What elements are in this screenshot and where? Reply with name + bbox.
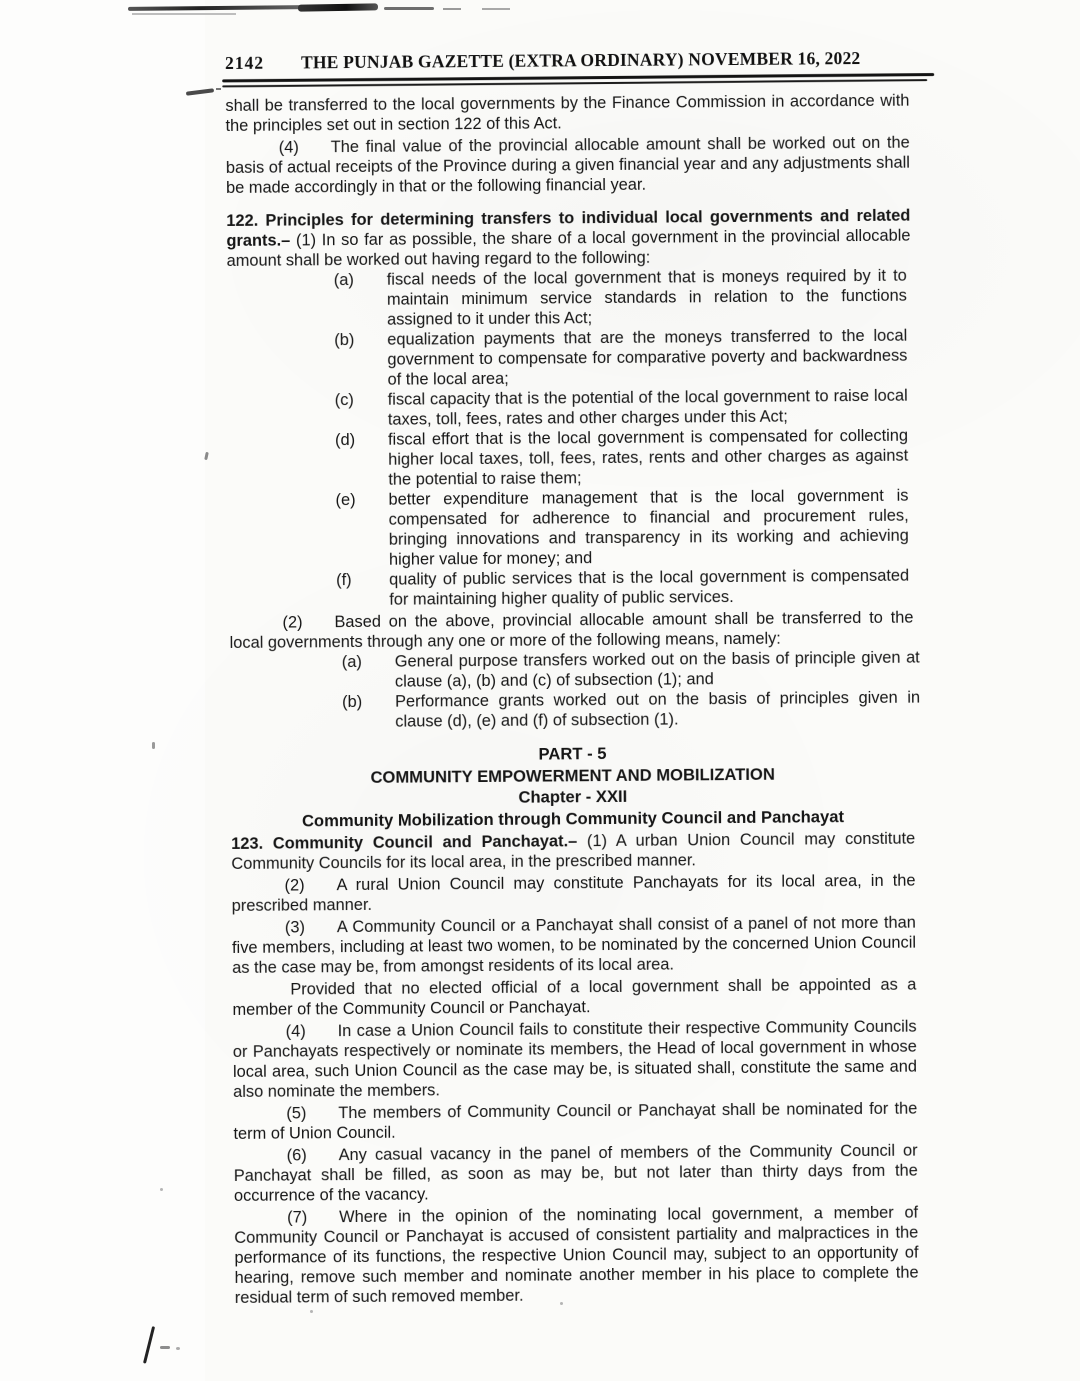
margin-speck-artifact	[160, 1188, 163, 1191]
paragraph-section-123	[231, 829, 915, 874]
paragraph-123-5	[233, 1099, 917, 1144]
part-title: COMMUNITY EMPOWERMENT AND MOBILIZATION	[370, 764, 775, 787]
subsection-text: A rural Union Council may constitute Panchayats for its local area, in the prescribed manner.	[231, 871, 916, 915]
subsection-text: A Community Council or a Panchayat shall consist of a panel of not more than five members, including at least two women, to be nominated by the concerned Union Council as the case may be, from amongst residents of its local area.	[231, 913, 917, 977]
scan-streak-artifact	[128, 5, 306, 11]
pen-mark	[143, 1326, 155, 1364]
clause-label: (c)	[334, 390, 354, 410]
margin-speck-artifact	[310, 1310, 313, 1313]
scan-streak-artifact	[298, 3, 378, 11]
paragraph-continuation: shall be transferred to the local governments by the Finance Commission in accordance with the principles set out in section 122 of this Act.	[225, 91, 910, 135]
part-heading: PART - 5	[538, 744, 607, 764]
subsection-label: (2)	[282, 613, 303, 632]
pen-mark	[176, 1347, 180, 1350]
clause-label: (b)	[334, 330, 355, 350]
clause-f	[336, 566, 909, 610]
scan-streak-artifact	[482, 8, 510, 10]
clause-a	[334, 266, 907, 330]
running-header	[225, 49, 909, 73]
subsection-text: The members of Community Council or Panchayat shall be nominated for the term of Union Council.	[233, 1099, 918, 1143]
paragraph-subsection-4	[226, 133, 910, 198]
clause-d	[335, 426, 908, 490]
paragraph-subsection-2	[229, 608, 913, 653]
paragraph-123-7	[234, 1203, 919, 1308]
page-content	[225, 49, 919, 1308]
clause-text: fiscal effort that is the local government is compensated for collecting higher local taxes, toll, fees, rates, rents and other charges as against the potential to raise them;	[387, 426, 909, 489]
gazette-title: THE PUNJAB GAZETTE (EXTRA ORDINARY) NOVEMBER 16, 2022	[300, 48, 861, 73]
means-a	[342, 648, 920, 693]
subsection-label: (2)	[284, 876, 305, 895]
subsection-text: Where in the opinion of the nominating local government, a member of Community Council or Panchayat is accused of consistent partiality and malpractices in the performance of its functions, the respective Union Council may, subject to an opportunity of hearing, remove such member and nominate another member in his place to complete the residual term of such removed member.	[234, 1203, 919, 1307]
subsection-label: (6)	[286, 1146, 307, 1165]
subsection-text: Based on the above, provincial allocable amount shall be transferred to the local governments through any one or more of the following means, namely:	[229, 608, 914, 652]
subsection-text: The final value of the provincial allocable amount shall be worked out on the basis of actual receipts of the Province during a given financial year and any adjustments shall be made accordingly in that or the following financial year.	[225, 133, 910, 197]
subsection-label: (7)	[287, 1208, 308, 1227]
subsection-label: (4)	[285, 1022, 306, 1041]
clause-label: (a)	[333, 270, 354, 290]
clause-text: quality of public services that is the local government is compensated for maintaining higher quality of public services.	[389, 566, 910, 609]
clause-b	[334, 326, 907, 390]
subsection-text: Any casual vacancy in the panel of members of the Community Council or Panchayat shall be filled, as soon as may be, but not later than thirty days from the occurrence of the vacancy.	[233, 1141, 918, 1205]
header-rule	[222, 73, 934, 87]
scan-streak-artifact	[384, 7, 434, 10]
clause-text: equalization payments that are the moneys transferred to the local government to compensate for comparative poverty and backwardness of the local area;	[387, 326, 908, 389]
clause-label: (a)	[341, 652, 362, 672]
subsection-text: In case a Union Council fails to constitute their respective Community Councils or Panchayats respectively or nominate its members, the Head of local government in whose local area, such Union Council as the case may be, is situated shall, constitute the same and also nominate the members.	[232, 1017, 918, 1101]
margin-smudge-artifact	[216, 88, 221, 90]
section-123-intro: (1) A urban Union Council may constitute Community Councils for its local area, in the prescribed manner.	[231, 829, 916, 873]
subsection-label: (3)	[284, 918, 305, 937]
pen-mark	[160, 1346, 170, 1349]
scan-streak-artifact	[132, 13, 236, 15]
clause-label: (d)	[334, 430, 356, 450]
clause-label: (b)	[342, 692, 363, 712]
margin-speck-artifact	[152, 742, 155, 749]
page-number: 2142	[224, 52, 265, 73]
chapter-heading: Chapter - XXII	[518, 786, 628, 807]
clause-label: (e)	[335, 490, 356, 510]
section-122-intro: (1) In so far as possible, the share of a local government in the provincial allocable amount shall be worked out having regard to the following:	[226, 226, 911, 270]
clause-text: better expenditure management that is the local government is compensated for adherence to financial and procurement rules, bringing innovations and transparency in its working and achieving higher value for money; and	[388, 486, 909, 569]
means-b	[342, 688, 920, 733]
margin-smudge-artifact	[186, 88, 214, 95]
subsection-label: (5)	[286, 1104, 307, 1123]
subsection-label: (4)	[278, 138, 299, 157]
section-122-heading: 122. Principles for determining transfers to individual local governments and related grants.–	[226, 206, 911, 250]
margin-speck-artifact	[204, 452, 209, 460]
clause-text: fiscal capacity that is the potential of the local government to raise local taxes, toll, fees, rates and other charges under this Act;	[387, 386, 908, 429]
chapter-subtitle: Community Mobilization through Community Council and Panchayat	[301, 806, 845, 830]
clause-text: General purpose transfers worked out on the basis of principle given at clause (a), (b) and (c) of subsection (1); and	[394, 648, 920, 691]
paragraph-123-3	[232, 913, 916, 978]
clause-text: fiscal needs of the local government that is moneys required by it to maintain minimum service standards in relation to the functions assigned to it under this Act;	[386, 266, 907, 329]
scan-streak-artifact	[443, 8, 461, 10]
paragraph-123-proviso: Provided that no elected official of a local government shall be appointed as a member of the Community Council or Panchayat.	[232, 975, 917, 1019]
section-123-heading: 123. Community Council and Panchayat.–	[231, 832, 578, 853]
clause-c	[335, 386, 908, 430]
clause-text: Performance grants worked out on the basis of principles given in clause (d), (e) and (f) of subsection (1).	[395, 688, 921, 731]
paragraph-123-4	[233, 1017, 918, 1102]
paragraph-123-2	[231, 871, 915, 916]
paragraph-section-122	[226, 206, 910, 271]
clause-label: (f)	[336, 571, 352, 590]
paragraph-123-6	[234, 1141, 918, 1206]
clause-e	[335, 486, 909, 570]
